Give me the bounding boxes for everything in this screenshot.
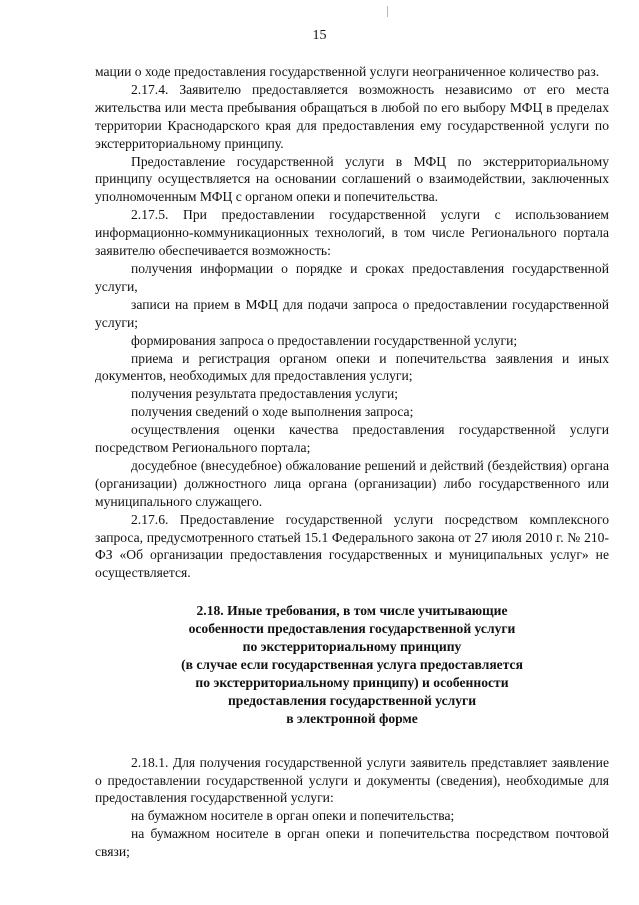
heading-line: 2.18. Иные требования, в том числе учитывающие xyxy=(196,603,508,619)
paragraph: на бумажном носителе в орган опеки и попечительства; xyxy=(131,808,455,824)
paragraphs-before-heading xyxy=(95,63,609,582)
heading-line: особенности предоставления государственной услуги xyxy=(188,621,516,637)
paragraph: осуществления оценки качества предоставления государственной услуги посредством Регионального портала; xyxy=(95,422,609,456)
paragraph: приема и регистрация органом опеки и попечительства заявления и иных документов, необходимых для предоставления услуги; xyxy=(95,350,609,384)
paragraph: 2.17.4. Заявителю предоставляется возможность независимо от его места жительства или места пребывания обращаться в любой по его выбору МФЦ в пределах территории Краснодарского края для предоставления ему государственной услуги по экстерриториальному принципу. xyxy=(95,81,609,151)
heading-line: по экстерриториальному принципу) и особенности xyxy=(195,674,509,690)
paragraph: мации о ходе предоставления государственной услуги неограниченное количество раз. xyxy=(95,64,600,79)
paragraph: 2.17.5. При предоставлении государственной услуги с использованием информационно-коммуникационных технологий, в том числе Регионального портала заявителю обеспечивается возможность: xyxy=(95,207,609,259)
paragraph: формирования запроса о предоставлении государственной услуги; xyxy=(131,332,518,348)
section-heading xyxy=(95,602,609,727)
paragraph: 2.17.6. Предоставление государственной услуги посредством комплексного запроса, предусмотренного статьей 15.1 Федерального закона от 27 июля 2010 г. № 210-ФЗ «Об организации предоставления государственных и муниципальных услуг» не осуществляется. xyxy=(95,511,609,581)
heading-line: по экстерриториальному принципу xyxy=(242,639,462,655)
paragraph: получения результата предоставления услуги; xyxy=(131,386,399,402)
heading-line: (в случае если государственная услуга предоставляется xyxy=(181,657,523,672)
scan-mark xyxy=(387,6,388,17)
paragraph: досудебное (внесудебное) обжалование решений и действий (бездействия) органа (организации) должностного лица органа (организации) либо государственного или муниципального служащего. xyxy=(95,457,609,509)
heading-line: в электронной форме xyxy=(286,710,418,726)
document-body xyxy=(95,63,609,861)
heading-line: предоставления государственной услуги xyxy=(227,692,477,708)
paragraph: записи на прием в МФЦ для подачи запроса о предоставлении государственной услуги; xyxy=(95,296,609,330)
paragraph: 2.18.1. Для получения государственной услуги заявитель представляет заявление о предоставлении государственной услуги и документы (сведения), необходимые для предоставления государственной услуги: xyxy=(95,754,609,806)
paragraph: Предоставление государственной услуги в МФЦ по экстерриториальному принципу осуществляется на основании соглашений о взаимодействии, заключенных уполномоченным МФЦ с органом опеки и попечительства. xyxy=(95,153,609,205)
page-number: 15 xyxy=(312,28,327,43)
paragraph: на бумажном носителе в орган опеки и попечительства посредством почтовой связи; xyxy=(95,826,609,860)
paragraph: получения информации о порядке и сроках предоставления государственной услуги, xyxy=(95,260,609,294)
paragraphs-after-heading xyxy=(95,754,609,861)
paragraph: получения сведений о ходе выполнения запроса; xyxy=(131,404,414,420)
